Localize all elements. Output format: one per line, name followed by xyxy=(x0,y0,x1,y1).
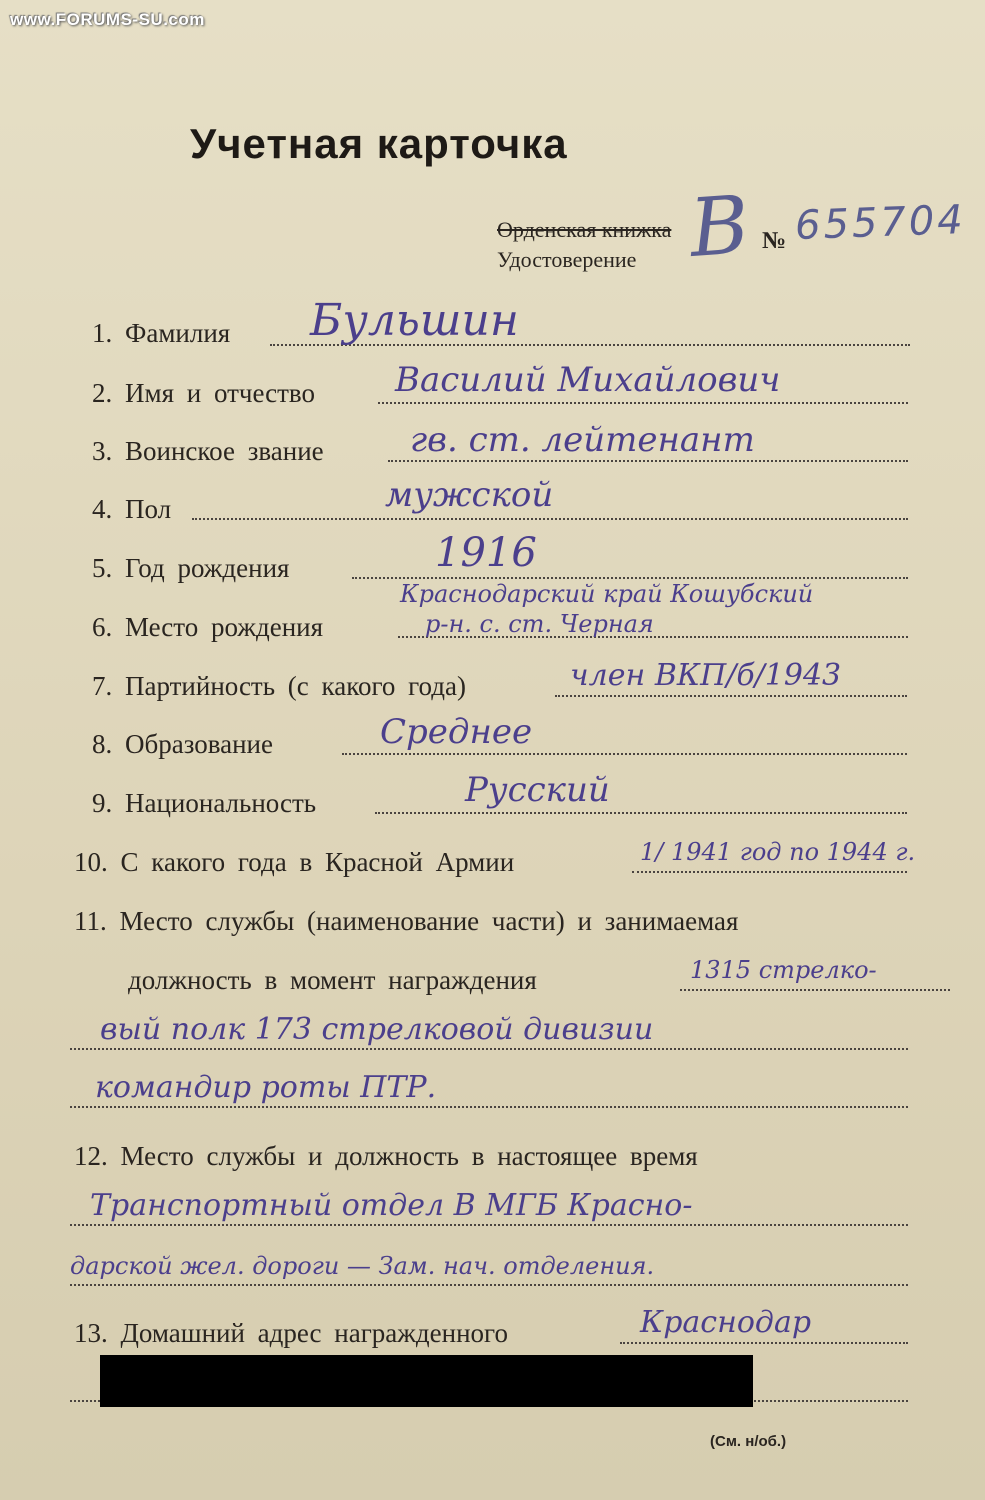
field-2-label: 2. Имя и отчество xyxy=(92,378,315,408)
field-4-value: мужской xyxy=(385,475,554,515)
field-5-line xyxy=(352,577,908,579)
field-10-value: 1/ 1941 год по 1944 г. xyxy=(640,838,916,866)
field-11-label-line2: должность в момент награждения xyxy=(128,965,537,995)
field-11-line-1 xyxy=(680,989,950,991)
card-title: Учетная карточка xyxy=(190,120,568,167)
field-4-label: 4. Пол xyxy=(92,494,172,524)
field-6-label: 6. Место рождения xyxy=(92,612,324,642)
field-12-label: 12. Место службы и должность в настоящее время xyxy=(74,1141,698,1171)
field-13-value: Краснодар xyxy=(640,1305,812,1340)
field-4-line xyxy=(192,518,908,520)
field-2-line xyxy=(378,402,908,404)
field-8-value: Среднее xyxy=(380,712,533,752)
field-5-label: 5. Год рождения xyxy=(92,553,290,583)
footnote: (См. н/об.) xyxy=(710,1433,787,1450)
field-3-value: гв. ст. лейтенант xyxy=(410,420,755,460)
field-5-value: 1916 xyxy=(435,530,537,576)
field-12-value: Транспортный отдел В МГБ Красно- xyxy=(90,1188,693,1223)
field-12-value-line2: дарской жел. дороги — Зам. нач. отделения. xyxy=(70,1252,655,1280)
field-9-line xyxy=(375,812,907,814)
field-11-value-line2: вый полк 173 стрелковой дивизии xyxy=(100,1012,654,1047)
document-type-struck: Орденская книжка xyxy=(497,217,672,242)
field-8-label: 8. Образование xyxy=(92,729,273,759)
field-1-label: 1. Фамилия xyxy=(92,318,231,348)
field-9-label: 9. Национальность xyxy=(92,788,317,818)
field-13-line-1 xyxy=(620,1342,908,1344)
number-sign: № xyxy=(762,228,787,254)
field-11-label: 11. Место службы (наименование части) и занимаемая xyxy=(74,906,739,936)
certificate-number: 655704 xyxy=(794,197,967,249)
field-11-line-2 xyxy=(70,1048,908,1050)
field-12-line-1 xyxy=(70,1224,908,1226)
field-7-line xyxy=(555,695,907,697)
redaction-bar xyxy=(100,1355,753,1407)
field-10-label: 10. С какого года в Красной Армии xyxy=(74,847,515,877)
field-3-line xyxy=(388,460,908,462)
field-3-label: 3. Воинское звание xyxy=(92,436,324,466)
field-6-value-line2: р-н. с. ст. Черная xyxy=(425,610,654,638)
field-11-value-line3: командир роты ПТР. xyxy=(95,1070,437,1105)
document-type xyxy=(497,215,671,275)
field-2-value: Василий Михайлович xyxy=(395,360,781,400)
field-6-value: Краснодарский край Кошубский xyxy=(400,580,814,608)
field-9-value: Русский xyxy=(465,770,610,810)
field-11-line-3 xyxy=(70,1106,908,1108)
series-letter: В xyxy=(686,178,752,275)
field-12-line-2 xyxy=(70,1284,908,1286)
field-7-label: 7. Партийность (с какого года) xyxy=(92,671,466,701)
field-8-line xyxy=(342,753,907,755)
field-1-value: Бульшин xyxy=(310,295,519,346)
watermark: www.FORUMS-SU.com xyxy=(10,10,205,29)
field-11-value: 1315 стрелко- xyxy=(690,956,877,984)
field-7-value: член ВКП/б/1943 xyxy=(570,658,842,693)
field-13-label: 13. Домашний адрес награжденного xyxy=(74,1318,508,1348)
field-10-line xyxy=(632,871,907,873)
document-type-active: Удостоверение xyxy=(497,247,637,272)
